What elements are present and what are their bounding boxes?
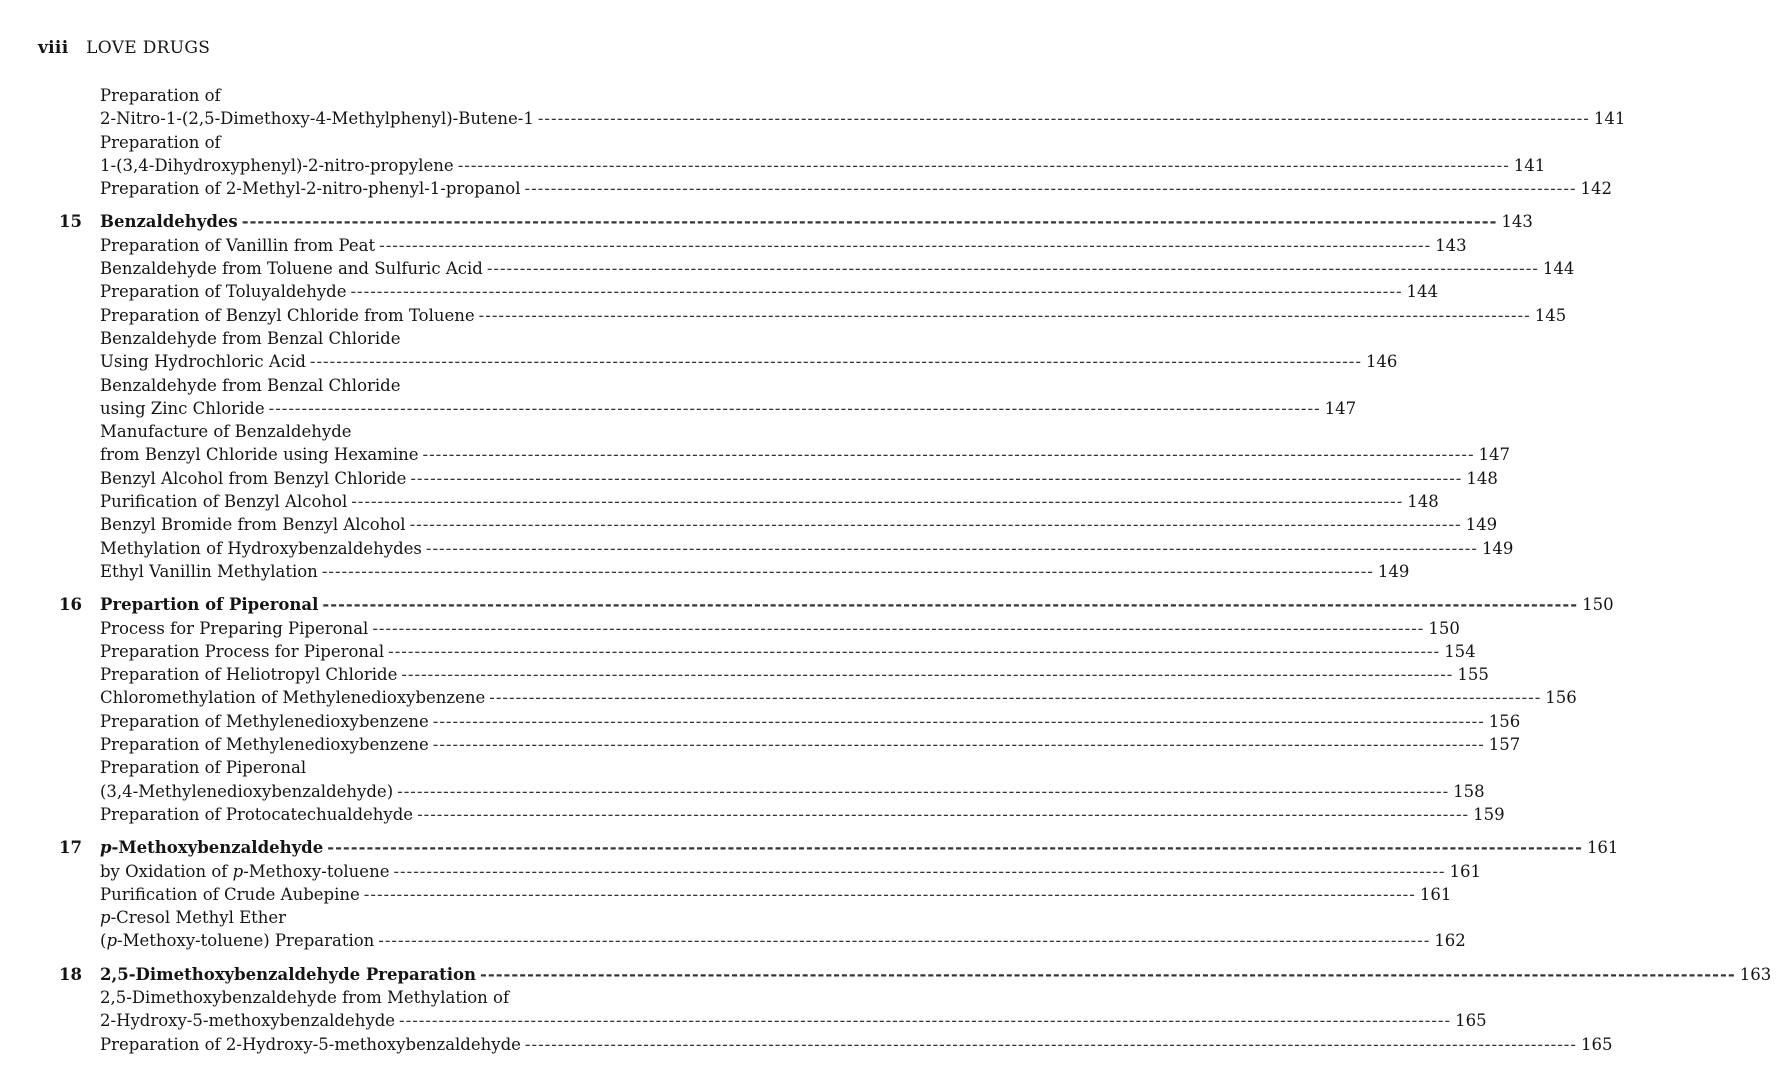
page-number: 158 (1453, 781, 1485, 801)
toc-entry-row[interactable] (0, 640, 1476, 663)
entry-title: p-Cresol Methyl Ether (100, 908, 287, 928)
page-number: 159 (1473, 804, 1505, 824)
dot-leader: ---------------------------------------------------------------------------------------------------------------------------------------------------------------- (363, 884, 1416, 904)
entry-title: Purification of Crude Aubepine (100, 884, 360, 904)
toc-entry-row[interactable] (0, 513, 1498, 536)
toc-entry-row[interactable] (0, 663, 1489, 686)
toc-entry-row[interactable] (0, 397, 1357, 420)
entry-title: 2,5-Dimethoxybenzaldehyde from Methylation of (100, 987, 510, 1007)
toc-entry-row[interactable] (0, 733, 1521, 756)
entry-title: Purification of Benzyl Alcohol (100, 492, 348, 512)
toc-entry-row[interactable] (0, 107, 1626, 130)
dot-leader: ---------------------------------------------------------------------------------------------------------------------------------------------------------------- (410, 468, 1463, 488)
entry-title: from Benzyl Chloride using Hexamine (100, 445, 419, 465)
dot-leader: ---------------------------------------------------------------------------------------------------------------------------------------------------------------- (425, 538, 1478, 558)
toc-entry-row[interactable] (0, 420, 706, 443)
entry-title: Manufacture of Benzaldehyde (100, 422, 352, 442)
entry-title: Prepartion of Piperonal (100, 595, 319, 615)
entry-title: Chloromethylation of Methylenedioxybenzene (100, 688, 486, 708)
dot-leader: ---------------------------------------------------------------------------------------------------------------------------------------------------------------- (480, 964, 1736, 984)
dot-leader: ---------------------------------------------------------------------------------------------------------------------------------------------------------------- (399, 1011, 1452, 1031)
entry-title: Using Hydrochloric Acid (100, 352, 306, 372)
dot-leader: ---------------------------------------------------------------------------------------------------------------------------------------------------------------- (524, 179, 1577, 199)
page-number: 156 (1488, 711, 1521, 731)
section-gap (0, 583, 706, 593)
chapter-number: 17 (59, 838, 82, 858)
dot-leader: ---------------------------------------------------------------------------------------------------------------------------------------------------------------- (351, 492, 1404, 512)
page-number: 148 (1466, 468, 1498, 488)
entry-title: Preparation of 2-Hydroxy-5-methoxybenzaldehyde (100, 1034, 521, 1054)
page-number: 147 (1478, 445, 1511, 465)
chapter-heading-row[interactable] (0, 210, 1533, 233)
toc-entry-row[interactable] (0, 986, 706, 1009)
dot-leader: ---------------------------------------------------------------------------------------------------------------------------------------------------------------- (350, 282, 1403, 302)
entry-title: Benzaldehyde from Benzal Chloride (100, 328, 401, 348)
toc-entry-row[interactable] (0, 756, 706, 779)
dot-leader: ---------------------------------------------------------------------------------------------------------------------------------------------------------------- (409, 515, 1462, 535)
entry-title: Preparation of Methylenedioxybenzene (100, 711, 429, 731)
toc-entry-row[interactable] (0, 906, 706, 929)
entry-title: Benzyl Alcohol from Benzyl Chloride (100, 468, 407, 488)
page-number: 165 (1580, 1034, 1613, 1054)
dot-leader: ---------------------------------------------------------------------------------------------------------------------------------------------------------------- (379, 235, 1432, 255)
toc-entry-row[interactable] (0, 280, 1439, 303)
dot-leader: ---------------------------------------------------------------------------------------------------------------------------------------------------------------- (268, 398, 1321, 418)
section-gap (0, 953, 706, 963)
page-number: 149 (1481, 538, 1514, 558)
entry-title: Preparation of Vanillin from Peat (100, 235, 376, 255)
toc-entry-row[interactable] (0, 257, 1575, 280)
dot-leader: ---------------------------------------------------------------------------------------------------------------------------------------------------------------- (401, 665, 1454, 685)
toc-entry-row[interactable] (0, 490, 1439, 513)
chapter-heading-row[interactable] (0, 836, 1619, 859)
entry-title: using Zinc Chloride (100, 398, 265, 418)
running-header (38, 38, 210, 58)
page-number: 161 (1586, 838, 1619, 858)
toc-entry-row[interactable] (0, 1033, 1613, 1056)
toc-entry-row[interactable] (0, 177, 1613, 200)
toc-entry-row[interactable] (0, 350, 1398, 373)
page-number: 165 (1455, 1011, 1487, 1031)
page-number: 161 (1449, 861, 1481, 881)
entry-title: Methylation of Hydroxybenzaldehydes (100, 538, 422, 558)
entry-title: Benzaldehyde from Benzal Chloride (100, 375, 401, 395)
page-number: 149 (1377, 561, 1410, 581)
toc-entry-row[interactable] (0, 234, 1467, 257)
toc-entry-row[interactable] (0, 327, 706, 350)
toc-entry-row[interactable] (0, 883, 1452, 906)
dot-leader: ---------------------------------------------------------------------------------------------------------------------------------------------------------------- (378, 931, 1431, 951)
page-number: 144 (1542, 259, 1575, 279)
entry-title: Preparation of 2-Methyl-2-nitro-phenyl-1-propanol (100, 179, 521, 199)
toc-entry-row[interactable] (0, 154, 1546, 177)
toc-entry-row[interactable] (0, 710, 1521, 733)
entry-title: 2,5-Dimethoxybenzaldehyde Preparation (100, 964, 476, 984)
section-gap (0, 200, 706, 210)
entry-title: Benzaldehyde from Toluene and Sulfuric Acid (100, 259, 483, 279)
dot-leader: ---------------------------------------------------------------------------------------------------------------------------------------------------------------- (322, 595, 1579, 615)
dot-leader: ---------------------------------------------------------------------------------------------------------------------------------------------------------------- (432, 711, 1485, 731)
dot-leader: ---------------------------------------------------------------------------------------------------------------------------------------------------------------- (457, 155, 1510, 175)
entry-title: 2-Nitro-1-(2,5-Dimethoxy-4-Methylphenyl)-Butene-1 (100, 109, 534, 129)
page-number: 162 (1434, 931, 1466, 951)
dot-leader: ---------------------------------------------------------------------------------------------------------------------------------------------------------------- (372, 618, 1425, 638)
chapter-number: 18 (59, 964, 82, 984)
entry-title: Preparation of Toluyaldehyde (100, 282, 347, 302)
entry-title: Preparation of Piperonal (100, 758, 307, 778)
toc-entry-row[interactable] (0, 131, 706, 154)
page-number: 147 (1324, 398, 1357, 418)
dot-leader: ---------------------------------------------------------------------------------------------------------------------------------------------------------------- (397, 781, 1450, 801)
chapter-number: 16 (59, 595, 82, 615)
page-number: 142 (1580, 179, 1613, 199)
dot-leader: ---------------------------------------------------------------------------------------------------------------------------------------------------------------- (327, 838, 1583, 858)
toc-entry-row[interactable] (0, 467, 1498, 490)
entry-title: by Oxidation of p-Methoxy-toluene (100, 861, 390, 881)
dot-leader: ---------------------------------------------------------------------------------------------------------------------------------------------------------------- (388, 641, 1441, 661)
entry-title: Ethyl Vanillin Methylation (100, 561, 318, 581)
toc-entry-row[interactable] (0, 803, 1505, 826)
toc-entry-row[interactable] (0, 304, 1567, 327)
page-number: 150 (1582, 595, 1614, 615)
entry-title: (3,4-Methylenedioxybenzaldehyde) (100, 781, 394, 801)
entry-title: (p-Methoxy-toluene) Preparation (100, 931, 375, 951)
page-number: 143 (1435, 235, 1467, 255)
page-number: 163 (1739, 964, 1772, 984)
entry-title: Benzyl Bromide from Benzyl Alcohol (100, 515, 406, 535)
toc-entry-row[interactable] (0, 1009, 1487, 1032)
page-number: 144 (1406, 282, 1439, 302)
page-number: 141 (1593, 109, 1626, 129)
page-number: 145 (1534, 305, 1567, 325)
table-of-contents (0, 84, 1772, 1056)
toc-entry-row[interactable] (0, 374, 706, 397)
page-number: 146 (1365, 352, 1398, 372)
page-number: 155 (1457, 665, 1489, 685)
entry-title: Preparation of (100, 132, 221, 152)
page-number: 143 (1501, 212, 1533, 232)
entry-title: Preparation of Benzyl Chloride from Toluene (100, 305, 475, 325)
entry-title: p-Methoxybenzaldehyde (100, 838, 324, 858)
entry-title: Benzaldehydes (100, 212, 238, 232)
dot-leader: ---------------------------------------------------------------------------------------------------------------------------------------------------------------- (309, 352, 1362, 372)
dot-leader: ---------------------------------------------------------------------------------------------------------------------------------------------------------------- (489, 688, 1542, 708)
chapter-heading-row[interactable] (0, 593, 1614, 616)
page-number: 156 (1545, 688, 1577, 708)
dot-leader: ---------------------------------------------------------------------------------------------------------------------------------------------------------------- (393, 861, 1446, 881)
dot-leader: ---------------------------------------------------------------------------------------------------------------------------------------------------------------- (478, 305, 1531, 325)
toc-entry-row[interactable] (0, 443, 1511, 466)
entry-title: Preparation Process for Piperonal (100, 641, 385, 661)
dot-leader: ---------------------------------------------------------------------------------------------------------------------------------------------------------------- (417, 804, 1470, 824)
entry-title: Preparation of (100, 86, 221, 105)
dot-leader: ---------------------------------------------------------------------------------------------------------------------------------------------------------------- (422, 445, 1475, 465)
page-number: 148 (1407, 492, 1439, 512)
page-number: 141 (1513, 155, 1546, 175)
book-title: LOVE DRUGS (86, 38, 211, 58)
toc-entry-row[interactable] (0, 84, 706, 107)
dot-leader: ---------------------------------------------------------------------------------------------------------------------------------------------------------------- (537, 109, 1590, 129)
toc-entry-row[interactable] (0, 537, 1514, 560)
entry-title: Process for Preparing Piperonal (100, 618, 369, 638)
entry-title: 2-Hydroxy-5-methoxybenzaldehyde (100, 1011, 396, 1031)
dot-leader: ---------------------------------------------------------------------------------------------------------------------------------------------------------------- (241, 212, 1498, 232)
page-number: 157 (1488, 735, 1521, 755)
dot-leader: ---------------------------------------------------------------------------------------------------------------------------------------------------------------- (524, 1034, 1577, 1054)
chapter-heading-row[interactable] (0, 963, 1772, 986)
section-gap (0, 826, 706, 836)
entry-title: Preparation of Protocatechualdehyde (100, 804, 414, 824)
entry-title: 1-(3,4-Dihydroxyphenyl)-2-nitro-propylene (100, 155, 454, 175)
dot-leader: ---------------------------------------------------------------------------------------------------------------------------------------------------------------- (432, 735, 1485, 755)
page-number: 149 (1465, 515, 1498, 535)
toc-entry-row[interactable] (0, 929, 1466, 952)
page-number: 161 (1419, 884, 1452, 904)
page-numeral: viii (38, 38, 69, 58)
chapter-number: 15 (59, 212, 82, 232)
toc-entry-row[interactable] (0, 560, 1410, 583)
page-number: 150 (1428, 618, 1460, 638)
toc-entry-row[interactable] (0, 780, 1485, 803)
toc-entry-row[interactable] (0, 686, 1577, 709)
dot-leader: ---------------------------------------------------------------------------------------------------------------------------------------------------------------- (486, 259, 1539, 279)
entry-title: Preparation of Methylenedioxybenzene (100, 735, 429, 755)
toc-entry-row[interactable] (0, 860, 1481, 883)
entry-title: Preparation of Heliotropyl Chloride (100, 665, 398, 685)
page-number: 154 (1444, 641, 1476, 661)
dot-leader: ---------------------------------------------------------------------------------------------------------------------------------------------------------------- (321, 561, 1374, 581)
toc-entry-row[interactable] (0, 617, 1460, 640)
